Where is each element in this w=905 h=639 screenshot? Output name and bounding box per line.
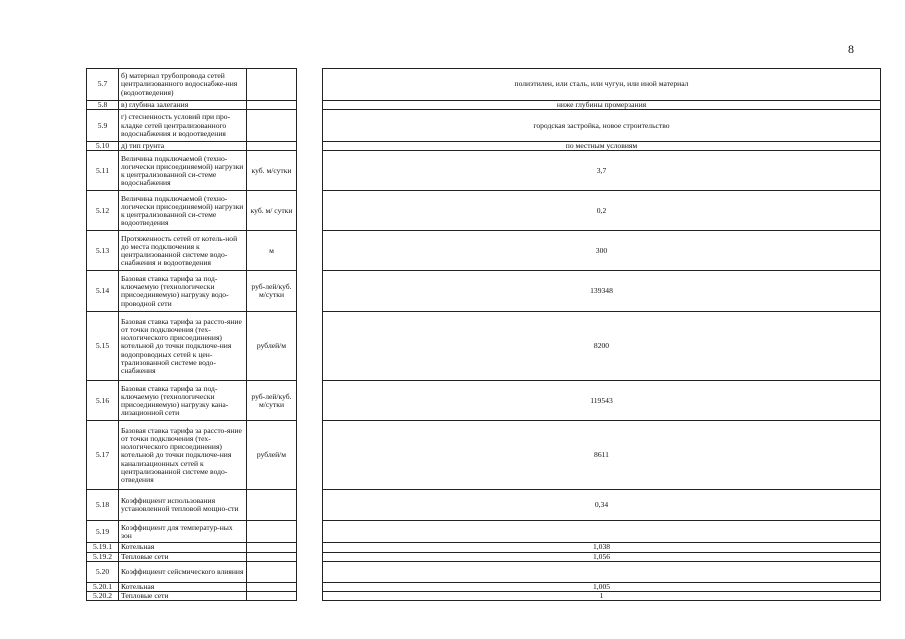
row-unit: куб. м/сутки (247, 151, 297, 191)
row-value: городская застройка, новое строительство (323, 110, 881, 142)
row-description: Базовая ставка тарифа за рассто-яние от точки подключения (тех-нологического присоединения) котельной до точки подключе-ния канализационных сетей к централизованной системе водо-отведения (119, 421, 247, 490)
row-unit: рублей/м (247, 312, 297, 381)
table-row (87, 592, 881, 601)
row-description: Базовая ставка тарифа за под-ключаемую (технологически присоединяемую) нагрузку водо-проводной сети (119, 271, 247, 312)
row-description: Котельная (119, 582, 247, 591)
row-value: полиэтилен, или сталь, или чугун, или иной материал (323, 69, 881, 101)
row-description: Коэффициент для температур-ных зон (119, 521, 247, 543)
row-number: 5.12 (87, 191, 119, 231)
table-row (87, 231, 881, 271)
row-unit: куб. м/ сутки (247, 191, 297, 231)
row-value (323, 561, 881, 582)
row-value: 0,2 (323, 191, 881, 231)
row-description: г) стесненность условий при про-кладке сетей централизованного водоснабжения и водоотведения (119, 110, 247, 142)
table-row (87, 421, 881, 490)
row-unit (247, 552, 297, 561)
row-value: 119543 (323, 381, 881, 421)
table-row (87, 142, 881, 151)
row-value: 1 (323, 592, 881, 601)
row-description: Величина подключаемой (техно-логически присоединяемой) нагрузки к централизованной си-стеме водоснабжения (119, 151, 247, 191)
table-row (87, 381, 881, 421)
row-value: 8200 (323, 312, 881, 381)
row-value: 139348 (323, 271, 881, 312)
row-unit (247, 543, 297, 552)
row-unit (247, 582, 297, 591)
row-description: Котельная (119, 543, 247, 552)
row-number: 5.7 (87, 69, 119, 101)
row-description: Базовая ставка тарифа за рассто-яние от точки подключения (тех-нологического присоединения) котельной до точки подключе-ния водопроводных сетей к цен-трализованной системе водо-снабжения (119, 312, 247, 381)
row-number: 5.17 (87, 421, 119, 490)
row-unit (247, 592, 297, 601)
row-number: 5.18 (87, 490, 119, 521)
row-unit (247, 561, 297, 582)
row-number: 5.16 (87, 381, 119, 421)
row-unit (247, 69, 297, 101)
row-description: Величина подключаемой (техно-логически присоединяемой) нагрузки к централизованной си-стеме водоотведения (119, 191, 247, 231)
row-unit (247, 110, 297, 142)
row-description: Базовая ставка тарифа за под-ключаемую (технологически присоединяемую) нагрузку кана-лизационной сети (119, 381, 247, 421)
row-value: 300 (323, 231, 881, 271)
table-row (87, 561, 881, 582)
table-row (87, 69, 881, 101)
row-number: 5.20.2 (87, 592, 119, 601)
row-number: 5.20.1 (87, 582, 119, 591)
row-number: 5.11 (87, 151, 119, 191)
row-value: по местным условиям (323, 142, 881, 151)
row-number: 5.10 (87, 142, 119, 151)
row-description: б) материал трубопровода сетей централизованного водоснабже-ния (водоотведения) (119, 69, 247, 101)
row-value: 3,7 (323, 151, 881, 191)
row-unit: м (247, 231, 297, 271)
row-number: 5.19.1 (87, 543, 119, 552)
row-unit (247, 101, 297, 110)
row-unit: руб-лей/куб. м/сутки (247, 271, 297, 312)
row-description: Тепловые сети (119, 592, 247, 601)
table-row (87, 582, 881, 591)
table-row (87, 271, 881, 312)
row-value: 8611 (323, 421, 881, 490)
row-number: 5.20 (87, 561, 119, 582)
row-description: Протяженность сетей от котель-ной до места подключения к централизованной системе водо-снабжения и водоотведения (119, 231, 247, 271)
row-number: 5.13 (87, 231, 119, 271)
row-description: в) глубина залегания (119, 101, 247, 110)
row-number: 5.19.2 (87, 552, 119, 561)
row-value: 0,34 (323, 490, 881, 521)
row-unit: рублей/м (247, 421, 297, 490)
page-number: 8 (848, 42, 854, 56)
row-value: 1,056 (323, 552, 881, 561)
row-unit (247, 490, 297, 521)
table-row (87, 521, 881, 543)
row-number: 5.15 (87, 312, 119, 381)
row-number: 5.9 (87, 110, 119, 142)
row-unit: руб-лей/куб. м/сутки (247, 381, 297, 421)
row-value: ниже глубины промерзания (323, 101, 881, 110)
row-description: Тепловые сети (119, 552, 247, 561)
table-row (87, 543, 881, 552)
row-unit (247, 521, 297, 543)
parameters-table (86, 68, 881, 601)
row-description: Коэффициент использования установленной тепловой мощно-сти (119, 490, 247, 521)
row-description: д) тип грунта (119, 142, 247, 151)
row-number: 5.19 (87, 521, 119, 543)
row-number: 5.14 (87, 271, 119, 312)
row-value: 1,005 (323, 582, 881, 591)
table-row (87, 552, 881, 561)
table-row (87, 151, 881, 191)
table-row (87, 101, 881, 110)
row-value (323, 521, 881, 543)
table-row (87, 490, 881, 521)
row-description: Коэффициент сейсмического влияния (119, 561, 247, 582)
row-value: 1,038 (323, 543, 881, 552)
table-row (87, 312, 881, 381)
table-row (87, 110, 881, 142)
row-number: 5.8 (87, 101, 119, 110)
row-unit (247, 142, 297, 151)
table-row (87, 191, 881, 231)
